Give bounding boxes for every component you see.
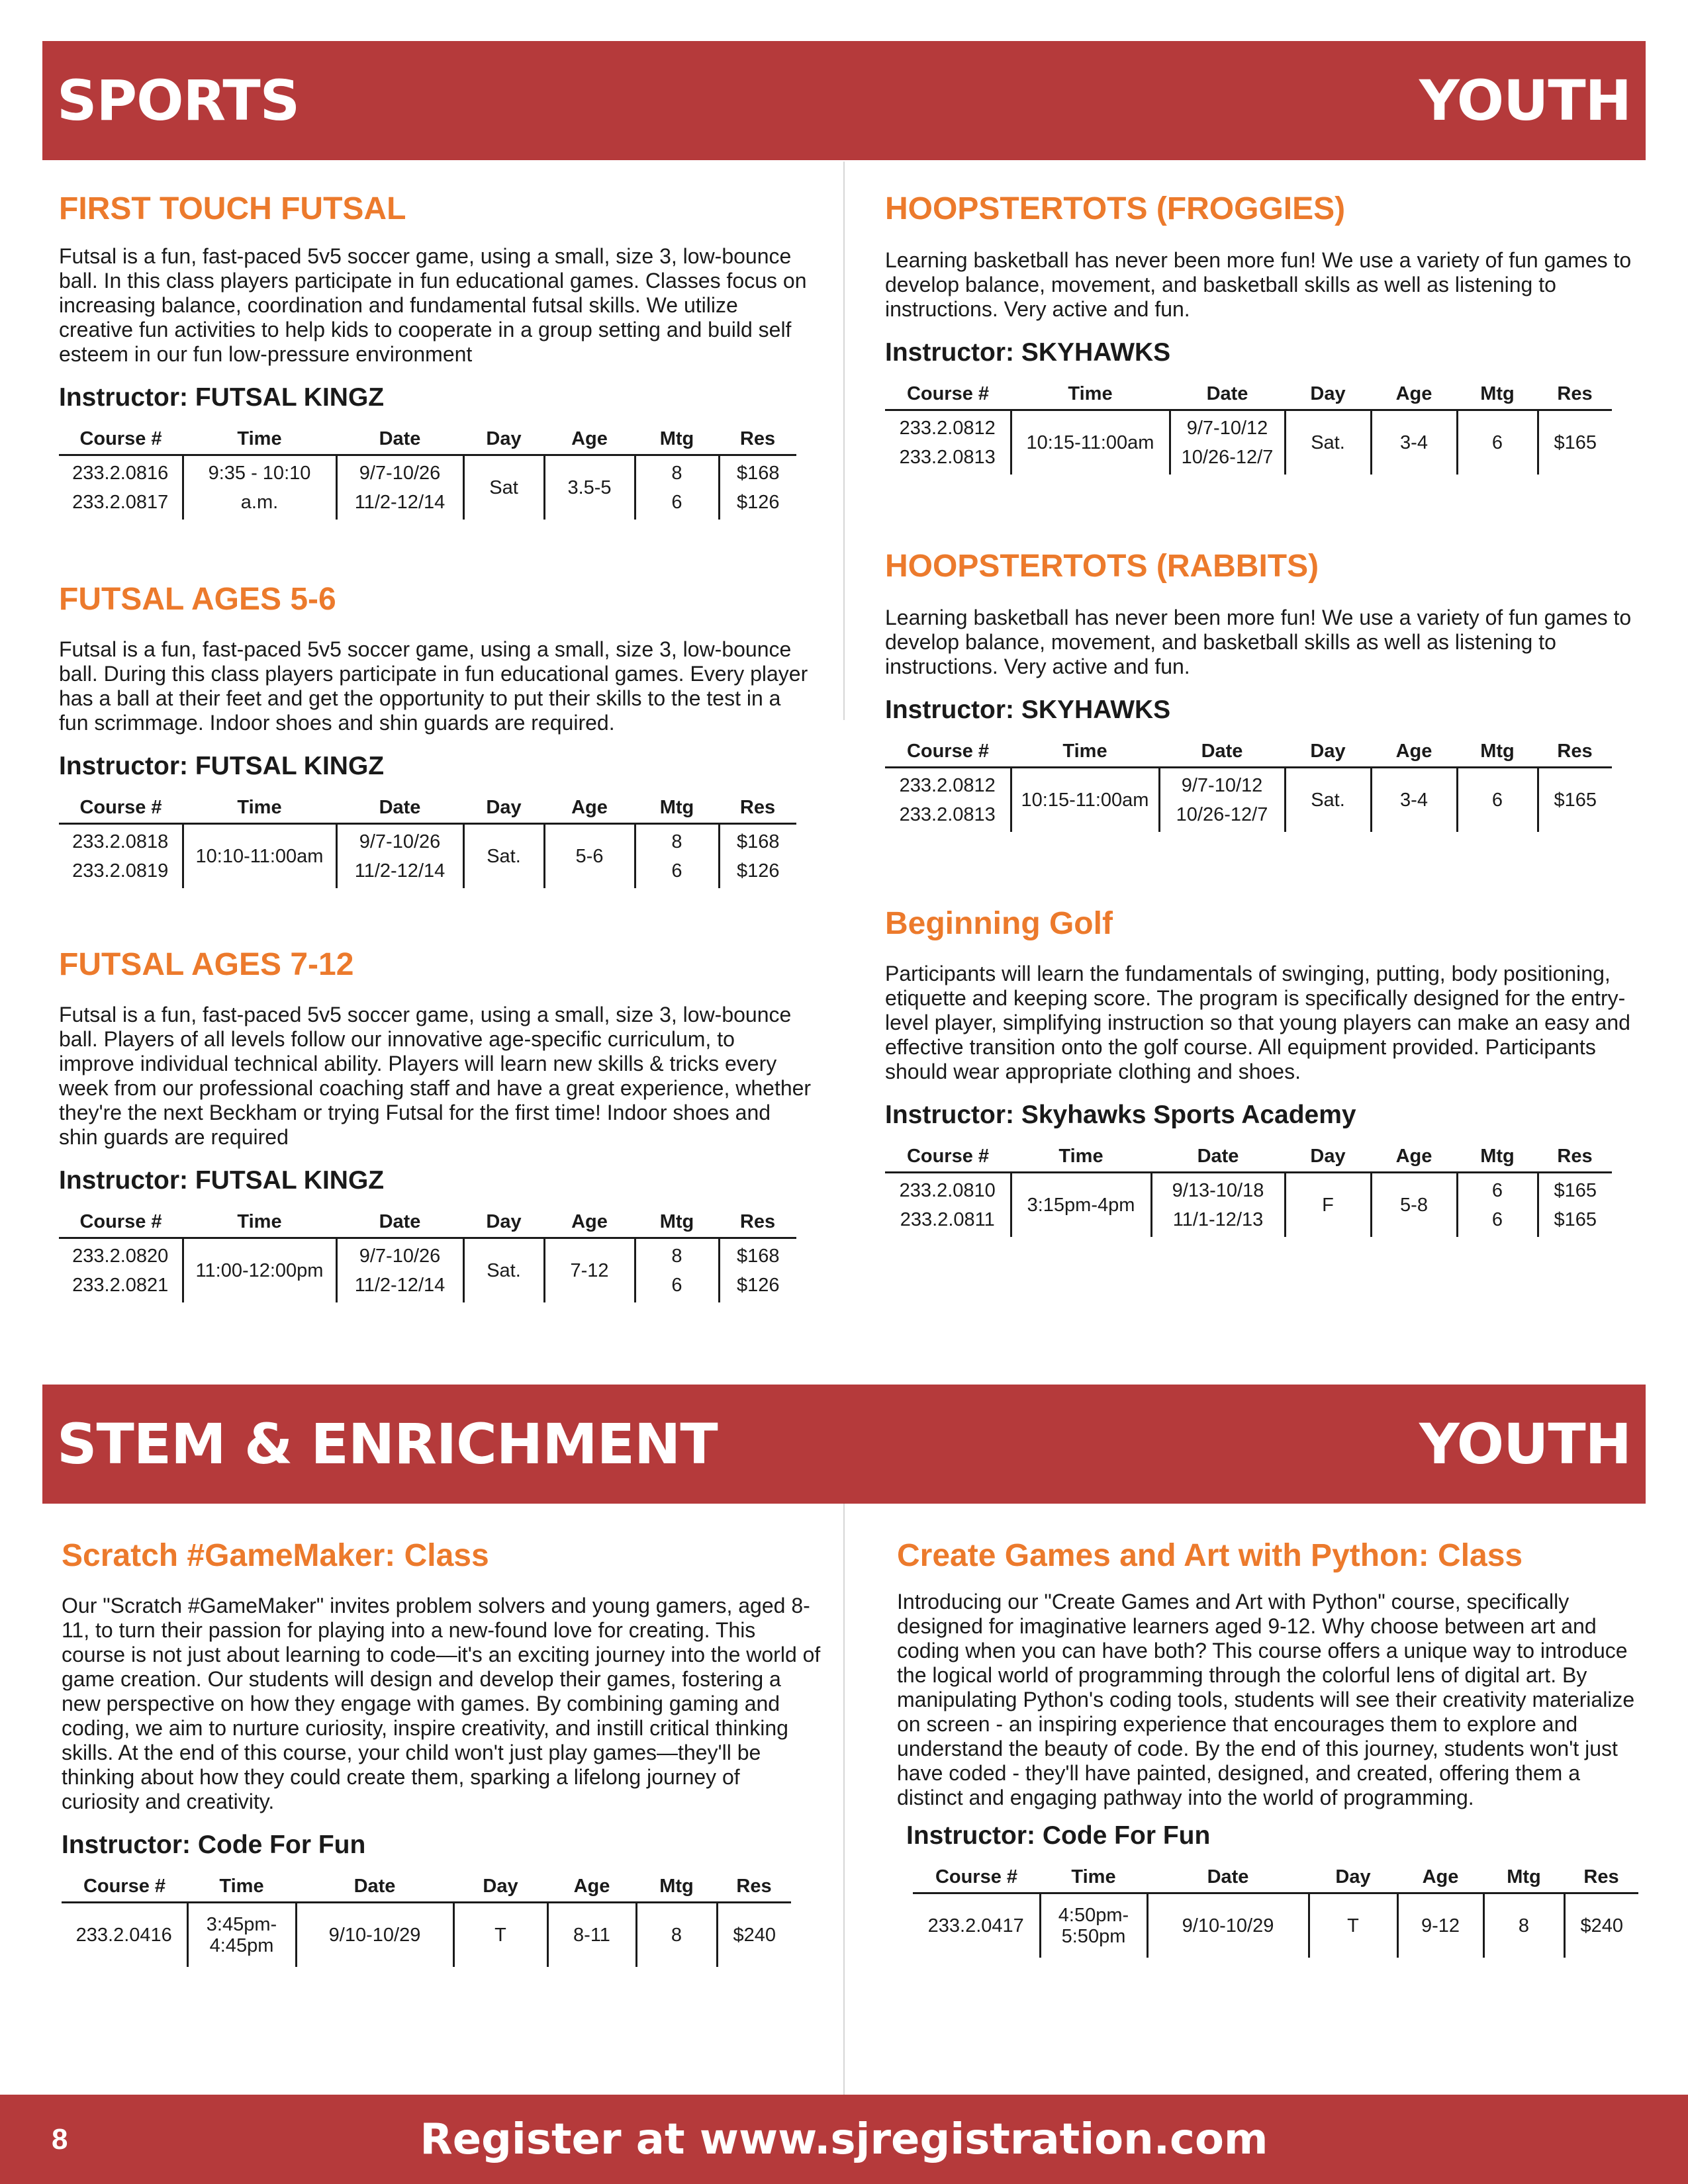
header-time: Time (1011, 381, 1170, 410)
table-row (62, 1902, 791, 1967)
header-date: Date (1147, 1864, 1309, 1893)
course-title: FIRST TOUCH FUTSAL (59, 191, 406, 226)
header-day: Day (1285, 1143, 1371, 1173)
header-time: Time (183, 426, 336, 455)
table-header-row (885, 381, 1612, 410)
header-date: Date (1170, 381, 1285, 410)
header-course: Course # (62, 1873, 187, 1903)
header-age: Age (544, 794, 635, 824)
cell-age: 3.5-5 (544, 455, 635, 520)
cell-course: 233.2.0816 233.2.0817 (72, 462, 169, 513)
header-mtg: Mtg (1483, 1864, 1564, 1893)
cell-course: 233.2.0416 (75, 1924, 172, 1946)
header-res: Res (719, 794, 796, 824)
header-time: Time (1040, 1864, 1147, 1893)
cell-mtg: 6 6 (1457, 1172, 1538, 1237)
cell-course: 233.2.0810 233.2.0811 (899, 1179, 996, 1230)
header-res: Res (717, 1873, 791, 1903)
cell-time: 4:50pm- 5:50pm (1040, 1893, 1147, 1958)
cell-day: T (1309, 1893, 1397, 1958)
cell-date: 9/10-10/29 (1147, 1893, 1309, 1958)
header-day: Day (463, 426, 544, 455)
course-description: Participants will learn the fundamentals of swinging, putting, body positioning, etiquette and keeping score. The program is specifically designed for the entry-level player, simplifying instruction so that young players can make an easy and effective transition onto the golf course. All equipment provided. Participants should wear appropriate clothing and shoes. (885, 961, 1630, 1083)
cell-mtg: 8 (1483, 1893, 1564, 1958)
table-row (885, 1172, 1612, 1237)
course-description: Learning basketball has never been more fun! We use a variety of fun games to develop balance, movement, and basketball skills as well as listening to instructions. Very active and fun. (885, 605, 1632, 678)
schedule-table (885, 381, 1612, 475)
header-mtg: Mtg (635, 1208, 719, 1238)
cell-mtg: 8 (636, 1902, 717, 1967)
header-time: Time (183, 1208, 336, 1238)
header-age: Age (1397, 1864, 1483, 1893)
course-instructor: Instructor: FUTSAL KINGZ (59, 383, 385, 412)
cell-res: $165 (1538, 767, 1612, 832)
table-row (59, 1238, 796, 1302)
header-res: Res (1538, 1143, 1612, 1173)
table-header-row (913, 1864, 1638, 1893)
course-hoopstertots-rabbits (885, 549, 1646, 832)
header-mtg: Mtg (636, 1873, 717, 1903)
header-date: Date (336, 794, 463, 824)
course-instructor: Instructor: Skyhawks Sports Academy (885, 1100, 1356, 1129)
header-time: Time (1011, 1143, 1151, 1173)
course-python-games-art (897, 1539, 1652, 1958)
cell-time: 9:35 - 10:10 a.m. (183, 455, 336, 520)
cell-age: 3-4 (1371, 410, 1457, 475)
cell-mtg: 8 6 (635, 455, 719, 520)
cell-res: $165 $165 (1538, 1172, 1612, 1237)
table-row (885, 767, 1612, 832)
header-day: Day (453, 1873, 547, 1903)
cell-time: 3:15pm-4pm (1011, 1172, 1151, 1237)
header-day: Day (1285, 738, 1371, 768)
header-res: Res (1538, 381, 1612, 410)
course-instructor: Instructor: FUTSAL KINGZ (59, 751, 385, 780)
cell-res: $168 $126 (719, 823, 796, 888)
header-course: Course # (885, 738, 1011, 768)
header-age: Age (1371, 738, 1457, 768)
course-first-touch-futsal (59, 192, 814, 520)
header-mtg: Mtg (635, 426, 719, 455)
header-age: Age (1371, 1143, 1457, 1173)
course-scratch-gamemaker (62, 1539, 823, 1967)
header-mtg: Mtg (1457, 1143, 1538, 1173)
cell-res: $240 (1564, 1893, 1638, 1958)
cell-time: 10:15-11:00am (1011, 410, 1170, 475)
cell-time: 11:00-12:00pm (183, 1238, 336, 1302)
register-link[interactable]: Register at www.sjregistration.com (420, 2115, 1268, 2164)
header-date: Date (336, 1208, 463, 1238)
cell-day: Sat. (1285, 767, 1371, 832)
table-header-row (59, 794, 796, 824)
course-instructor: Instructor: SKYHAWKS (885, 338, 1171, 367)
cell-age: 5-8 (1371, 1172, 1457, 1237)
table-row (59, 455, 796, 520)
header-date: Date (1151, 1143, 1285, 1173)
header-age: Age (1371, 381, 1457, 410)
cell-course: 233.2.0818 233.2.0819 (72, 831, 169, 882)
footer-bar (0, 2095, 1688, 2184)
course-title: FUTSAL AGES 5-6 (59, 582, 336, 617)
cell-course: 233.2.0417 (927, 1915, 1024, 1936)
header-day: Day (463, 1208, 544, 1238)
course-title: Scratch #GameMaker: Class (62, 1538, 489, 1573)
sports-banner-youth: YOUTH (1419, 68, 1631, 133)
header-day: Day (463, 794, 544, 824)
cell-time: 3:45pm- 4:45pm (187, 1902, 296, 1967)
course-instructor: Instructor: FUTSAL KINGZ (59, 1165, 385, 1195)
header-age: Age (544, 1208, 635, 1238)
course-futsal-ages-5-6 (59, 582, 814, 888)
header-day: Day (1285, 381, 1371, 410)
stem-banner-title: STEM & ENRICHMENT (57, 1412, 718, 1477)
table-header-row (62, 1873, 791, 1903)
course-description: Futsal is a fun, fast-paced 5v5 soccer game, using a small, size 3, low-bounce ball. During this class players participate in fun educational games. Every player has a ball at their feet and get the opportunity to put their skills to the test in a fun scrimmage. Indoor shoes and shin guards are required. (59, 637, 808, 735)
cell-res: $168 $126 (719, 455, 796, 520)
cell-day: F (1285, 1172, 1371, 1237)
schedule-table (59, 1208, 796, 1302)
table-row (885, 410, 1612, 475)
cell-age: 7-12 (544, 1238, 635, 1302)
cell-mtg: 6 (1457, 410, 1538, 475)
table-header-row (885, 738, 1612, 768)
cell-age: 3-4 (1371, 767, 1457, 832)
header-mtg: Mtg (1457, 381, 1538, 410)
header-date: Date (296, 1873, 453, 1903)
cell-time: 10:10-11:00am (183, 823, 336, 888)
course-title: FUTSAL AGES 7-12 (59, 947, 354, 982)
course-instructor: Instructor: Code For Fun (906, 1821, 1211, 1850)
header-mtg: Mtg (635, 794, 719, 824)
cell-day: Sat (463, 455, 544, 520)
cell-mtg: 8 6 (635, 823, 719, 888)
cell-mtg: 6 (1457, 767, 1538, 832)
page-number: 8 (52, 2122, 68, 2156)
header-course: Course # (885, 381, 1011, 410)
cell-day: Sat. (463, 1238, 544, 1302)
stem-banner-youth: YOUTH (1419, 1412, 1631, 1477)
header-course: Course # (913, 1864, 1040, 1893)
course-title: HOOPSTERTOTS (RABBITS) (885, 549, 1319, 584)
course-title: Beginning Golf (885, 906, 1113, 941)
cell-age: 5-6 (544, 823, 635, 888)
stem-banner (42, 1385, 1646, 1504)
sports-banner (42, 41, 1646, 160)
cell-mtg: 8 6 (635, 1238, 719, 1302)
course-title: Create Games and Art with Python: Class (897, 1538, 1523, 1573)
table-header-row (885, 1143, 1612, 1173)
schedule-table (885, 738, 1612, 832)
column-divider-bottom (843, 1504, 845, 2095)
header-age: Age (544, 426, 635, 455)
cell-date: 9/7-10/12 10/26-12/7 (1170, 410, 1285, 475)
header-course: Course # (59, 426, 183, 455)
course-description: Our "Scratch #GameMaker" invites problem solvers and young gamers, aged 8-11, to turn their passion for playing into a new-found love for creating. This course is not just about learning to code—it's an exciting journey into the world of game creation. Our students will design and develop their games, fostering a new perspective on how they engage with games. By combining gaming and coding, we aim to nurture curiosity, inspire creativity, and instill critical thinking skills. At the end of this course, your child won't just play games—they'll be thinking about how they could create them, sparking a lifelong journey of curiosity and creativity. (62, 1593, 821, 1813)
cell-day: T (453, 1902, 547, 1967)
cell-course: 233.2.0812 233.2.0813 (899, 417, 996, 468)
header-time: Time (183, 794, 336, 824)
cell-res: $165 (1538, 410, 1612, 475)
sports-banner-title: SPORTS (57, 68, 300, 133)
header-date: Date (1159, 738, 1285, 768)
course-hoopstertots-froggies (885, 192, 1646, 475)
cell-age: 8-11 (547, 1902, 636, 1967)
header-res: Res (719, 426, 796, 455)
header-res: Res (1564, 1864, 1638, 1893)
schedule-table (62, 1873, 791, 1967)
header-time: Time (1011, 738, 1159, 768)
course-description: Futsal is a fun, fast-paced 5v5 soccer game, using a small, size 3, low-bounce ball. Players of all levels follow our innovative age-specific curriculum, to improve individual technical ability. Players will learn new skills & tricks every week from our professional coaching staff and have a great experience, whether they're the next Beckham or trying Futsal for the first time! Indoor shoes and shin guards are required (59, 1002, 812, 1149)
schedule-table (913, 1864, 1638, 1958)
cell-date: 9/7-10/26 11/2-12/14 (336, 1238, 463, 1302)
course-description: Learning basketball has never been more fun! We use a variety of fun games to develop balance, movement, and basketball skills as well as listening to instructions. Very active and fun. (885, 248, 1632, 321)
column-divider-top (843, 161, 845, 720)
course-futsal-ages-7-12 (59, 948, 814, 1302)
cell-course: 233.2.0820 233.2.0821 (72, 1245, 169, 1296)
table-row (913, 1893, 1638, 1958)
cell-date: 9/7-10/26 11/2-12/14 (336, 823, 463, 888)
header-mtg: Mtg (1457, 738, 1538, 768)
cell-date: 9/13-10/18 11/1-12/13 (1151, 1172, 1285, 1237)
header-age: Age (547, 1873, 636, 1903)
cell-day: Sat. (463, 823, 544, 888)
header-day: Day (1309, 1864, 1397, 1893)
header-course: Course # (885, 1143, 1011, 1173)
header-course: Course # (59, 794, 183, 824)
schedule-table (885, 1143, 1612, 1237)
cell-age: 9-12 (1397, 1893, 1483, 1958)
cell-res: $168 $126 (719, 1238, 796, 1302)
course-description: Introducing our "Create Games and Art with Python" course, specifically designed for imaginative learners aged 9-12. Why choose between art and coding when you can have both? This course offers a unique way to introduce the logical world of programming through the colorful lens of digital art. By manipulating Python's coding tools, students will see their creativity materialize on screen - an inspiring experience that encourages them to explore and understand the beauty of code. By the end of this journey, students won't just have coded - they'll have painted, designed, and created, offering them a distinct and engaging pathway into the world of programming. (897, 1589, 1635, 1809)
table-row (59, 823, 796, 888)
cell-date: 9/10-10/29 (296, 1902, 453, 1967)
header-time: Time (187, 1873, 296, 1903)
cell-date: 9/7-10/26 11/2-12/14 (336, 455, 463, 520)
cell-res: $240 (717, 1902, 791, 1967)
course-beginning-golf (885, 907, 1646, 1237)
table-header-row (59, 426, 796, 455)
header-course: Course # (59, 1208, 183, 1238)
schedule-table (59, 794, 796, 888)
cell-course: 233.2.0812 233.2.0813 (899, 774, 996, 825)
cell-day: Sat. (1285, 410, 1371, 475)
header-date: Date (336, 426, 463, 455)
course-instructor: Instructor: Code For Fun (62, 1830, 366, 1859)
course-description: Futsal is a fun, fast-paced 5v5 soccer game, using a small, size 3, low-bounce ball. In this class players participate in fun educational games. Classes focus on increasing balance, coordination and fundamental futsal skills. We utilize creative fun activities to help kids to cooperate in a group setting and build self esteem in our fun low-pressure environment (59, 244, 807, 366)
schedule-table (59, 426, 796, 520)
cell-time: 10:15-11:00am (1011, 767, 1159, 832)
course-title: HOOPSTERTOTS (FROGGIES) (885, 191, 1346, 226)
cell-date: 9/7-10/12 10/26-12/7 (1159, 767, 1285, 832)
header-res: Res (719, 1208, 796, 1238)
header-res: Res (1538, 738, 1612, 768)
course-instructor: Instructor: SKYHAWKS (885, 695, 1171, 724)
table-header-row (59, 1208, 796, 1238)
